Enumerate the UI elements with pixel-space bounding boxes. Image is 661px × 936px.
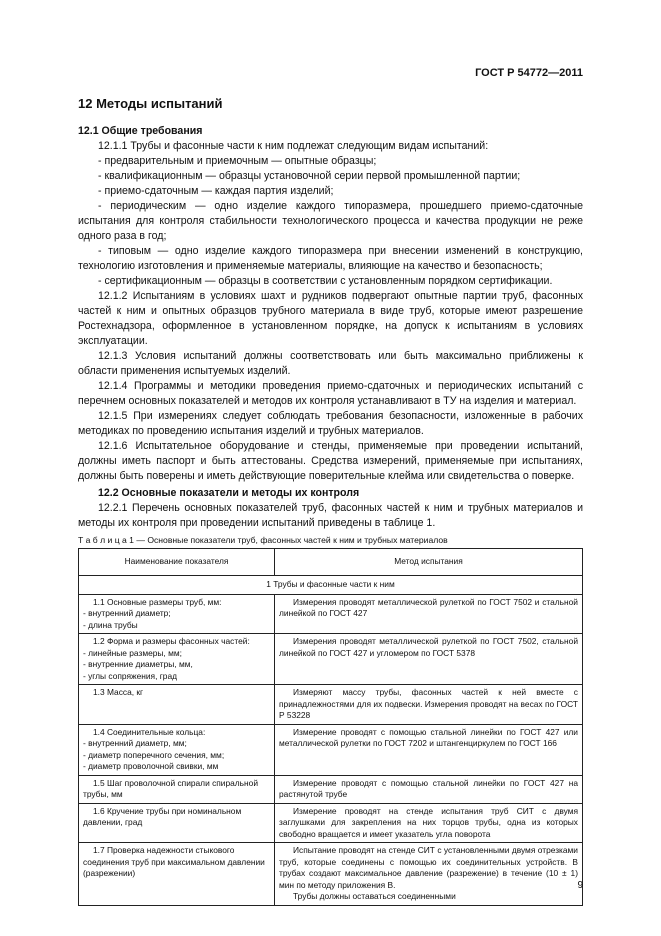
table-cell-name	[79, 724, 275, 775]
row-item: - внутренние диаметры, мм,	[83, 659, 193, 669]
table-header-row	[79, 549, 583, 576]
table-cell-name	[79, 843, 275, 906]
row-name: 1.3 Масса, кг	[93, 687, 144, 697]
paragraph: 12.2.1 Перечень основных показателей труб, фасонных частей к ним и трубных материалов и методы их контроля при проведении испытаний приведены в таблице 1.	[78, 502, 583, 529]
row-item: - внутренний диаметр, мм;	[83, 738, 187, 748]
table-cell-name	[79, 803, 275, 843]
row-item: - диаметр поперечного сечения, мм;	[83, 749, 225, 760]
paragraph: 12.1.4 Программы и методики проведения приемо-сдаточных и периодических испытаний с перечнем основных показателей и методов их контроля устанавливают в ТУ на изделия и материал.	[78, 380, 583, 407]
paragraph: 12.1.2 Испытаниям в условиях шахт и рудников подвергают опытные партии труб, фасонных частей к ним и опытных образцов трубного материала в виде труб, которые имеют разрешение Ростехнадзора, оформленное в установленном порядке, на допуск к испытаниям в условиях эксплуатации.	[78, 290, 583, 347]
table-caption: Т а б л и ц а 1 — Основные показатели труб, фасонных частей к ним и трубных материалов	[78, 535, 448, 545]
table-row	[79, 775, 583, 803]
page-number: 9	[577, 880, 583, 891]
table-header-name: Наименование показателя	[79, 549, 275, 576]
table-cell-method: Измерение проводят с помощью стальной линейки по ГОСТ 427 на растянутой трубе	[275, 775, 583, 803]
section-title: 12 Методы испытаний	[78, 96, 223, 111]
document-code: ГОСТ Р 54772—2011	[475, 67, 583, 79]
table-cell-name	[79, 634, 275, 685]
table-cell-method: Измерения проводят металлической рулеткой по ГОСТ 7502, стальной линейкой по ГОСТ 427 и угломером по ГОСТ 5378	[275, 634, 583, 685]
paragraph: 12.1.1 Трубы и фасонные части к ним подлежат следующим видам испытаний:	[98, 140, 489, 152]
paragraph: 12.1.3 Условия испытаний должны соответствовать или быть максимально приближены к области применения испытуемых изделий.	[78, 350, 583, 377]
table-row	[79, 843, 583, 906]
table-header-method: Метод испытания	[275, 549, 583, 576]
row-item: - углы сопряжения, град	[83, 670, 177, 681]
paragraph: - предварительным и приемочным — опытные образцы;	[98, 155, 377, 167]
table-group-title: 1 Трубы и фасонные части к ним	[79, 576, 583, 595]
table-cell-name	[79, 775, 275, 803]
table-cell-method: Измеряют массу трубы, фасонных частей к ней вместе с принадлежностями для их подвески. Измерения проводят на весах по ГОСТ Р 53228	[275, 685, 583, 725]
method-text: Трубы должны оставаться соединенными	[293, 891, 456, 901]
table-row	[79, 634, 583, 685]
paragraph: - квалификационным — образцы установочной серии первой промышленной партии;	[98, 170, 521, 182]
paragraph: - типовым — одно изделие каждого типоразмера при внесении изменений в конструкцию, технологию изготовления и применяемые материалы, влияющие на качество и безопасность;	[78, 245, 583, 272]
content	[78, 124, 583, 906]
table-row	[79, 803, 583, 843]
table-cell-method: Измерение проводят с помощью стальной линейки по ГОСТ 427 или металлической рулетки по ГОСТ 7202 и штангенциркулем по ГОСТ 166	[275, 724, 583, 775]
table-cell-name	[79, 685, 275, 725]
table-row	[79, 594, 583, 634]
table-row	[79, 685, 583, 725]
row-name: 1.4 Соединительные кольца:	[93, 726, 206, 737]
method-text: Испытание проводят на стенде СИТ с установленными двумя отрезками труб, которые соединены с помощью их соединительных устройств. В трубах создают максимальное давление (разрежение) в течение (10 ± 1) мин по методу приложения В.	[279, 845, 578, 890]
row-name: 1.6 Кручение трубы при номинальном давлении, град	[83, 805, 242, 827]
data-table	[78, 548, 583, 906]
row-item: - линейные размеры, мм;	[83, 647, 182, 658]
paragraph: - сертификационным — образцы в соответствии с установленным порядком сертификации.	[98, 275, 553, 287]
subsection-title-12-2: 12.2 Основные показатели и методы их контроля	[98, 487, 360, 499]
row-item: - внутренний диаметр;	[83, 608, 171, 618]
paragraph: 12.1.6 Испытательное оборудование и стенды, применяемые при проведении испытаний, должны иметь паспорт и быть аттестованы. Средства измерений, применяемые при испытаниях, должны быть поверены и иметь действующие поверительные клейма или свидетельства о поверке.	[78, 440, 583, 482]
table-cell-method: Измерения проводят металлической рулеткой по ГОСТ 7502 и стальной линейкой по ГОСТ 427	[275, 594, 583, 634]
table-cell-name	[79, 594, 275, 634]
table-cell-method	[275, 843, 583, 906]
row-name: 1.5 Шаг проволочной спирали спиральной трубы, мм	[83, 777, 259, 799]
paragraph: - приемо-сдаточным — каждая партия изделий;	[98, 185, 334, 197]
paragraph: - периодическим — одно изделие каждого типоразмера, прошедшего приемо-сдаточные испытания для контроля стабильности технологического процесса и качества продукции не реже одного раза в год;	[78, 200, 583, 242]
table-cell-method: Измерение проводят на стенде испытания труб СИТ с двумя заглушками для закрепления на них торцов трубы, одна из которых свободно вращается и имеет указатель угла поворота	[275, 803, 583, 843]
row-item: - диаметр проволочной свивки, мм	[83, 761, 219, 771]
table-row	[79, 724, 583, 775]
row-name: 1.1 Основные размеры труб, мм:	[93, 596, 222, 607]
table-group-row	[79, 576, 583, 595]
paragraph: 12.1.5 При измерениях следует соблюдать требования безопасности, изложенные в рабочих методиках по проведению испытания изделий и трубных материалов.	[78, 410, 583, 437]
row-name: 1.7 Проверка надежности стыкового соединения труб при максимальном давлении (разрежении)	[83, 845, 265, 878]
row-item: - длина трубы	[83, 619, 138, 630]
row-name: 1.2 Форма и размеры фасонных частей:	[93, 636, 250, 646]
subsection-title-12-1: 12.1 Общие требования	[78, 125, 203, 137]
